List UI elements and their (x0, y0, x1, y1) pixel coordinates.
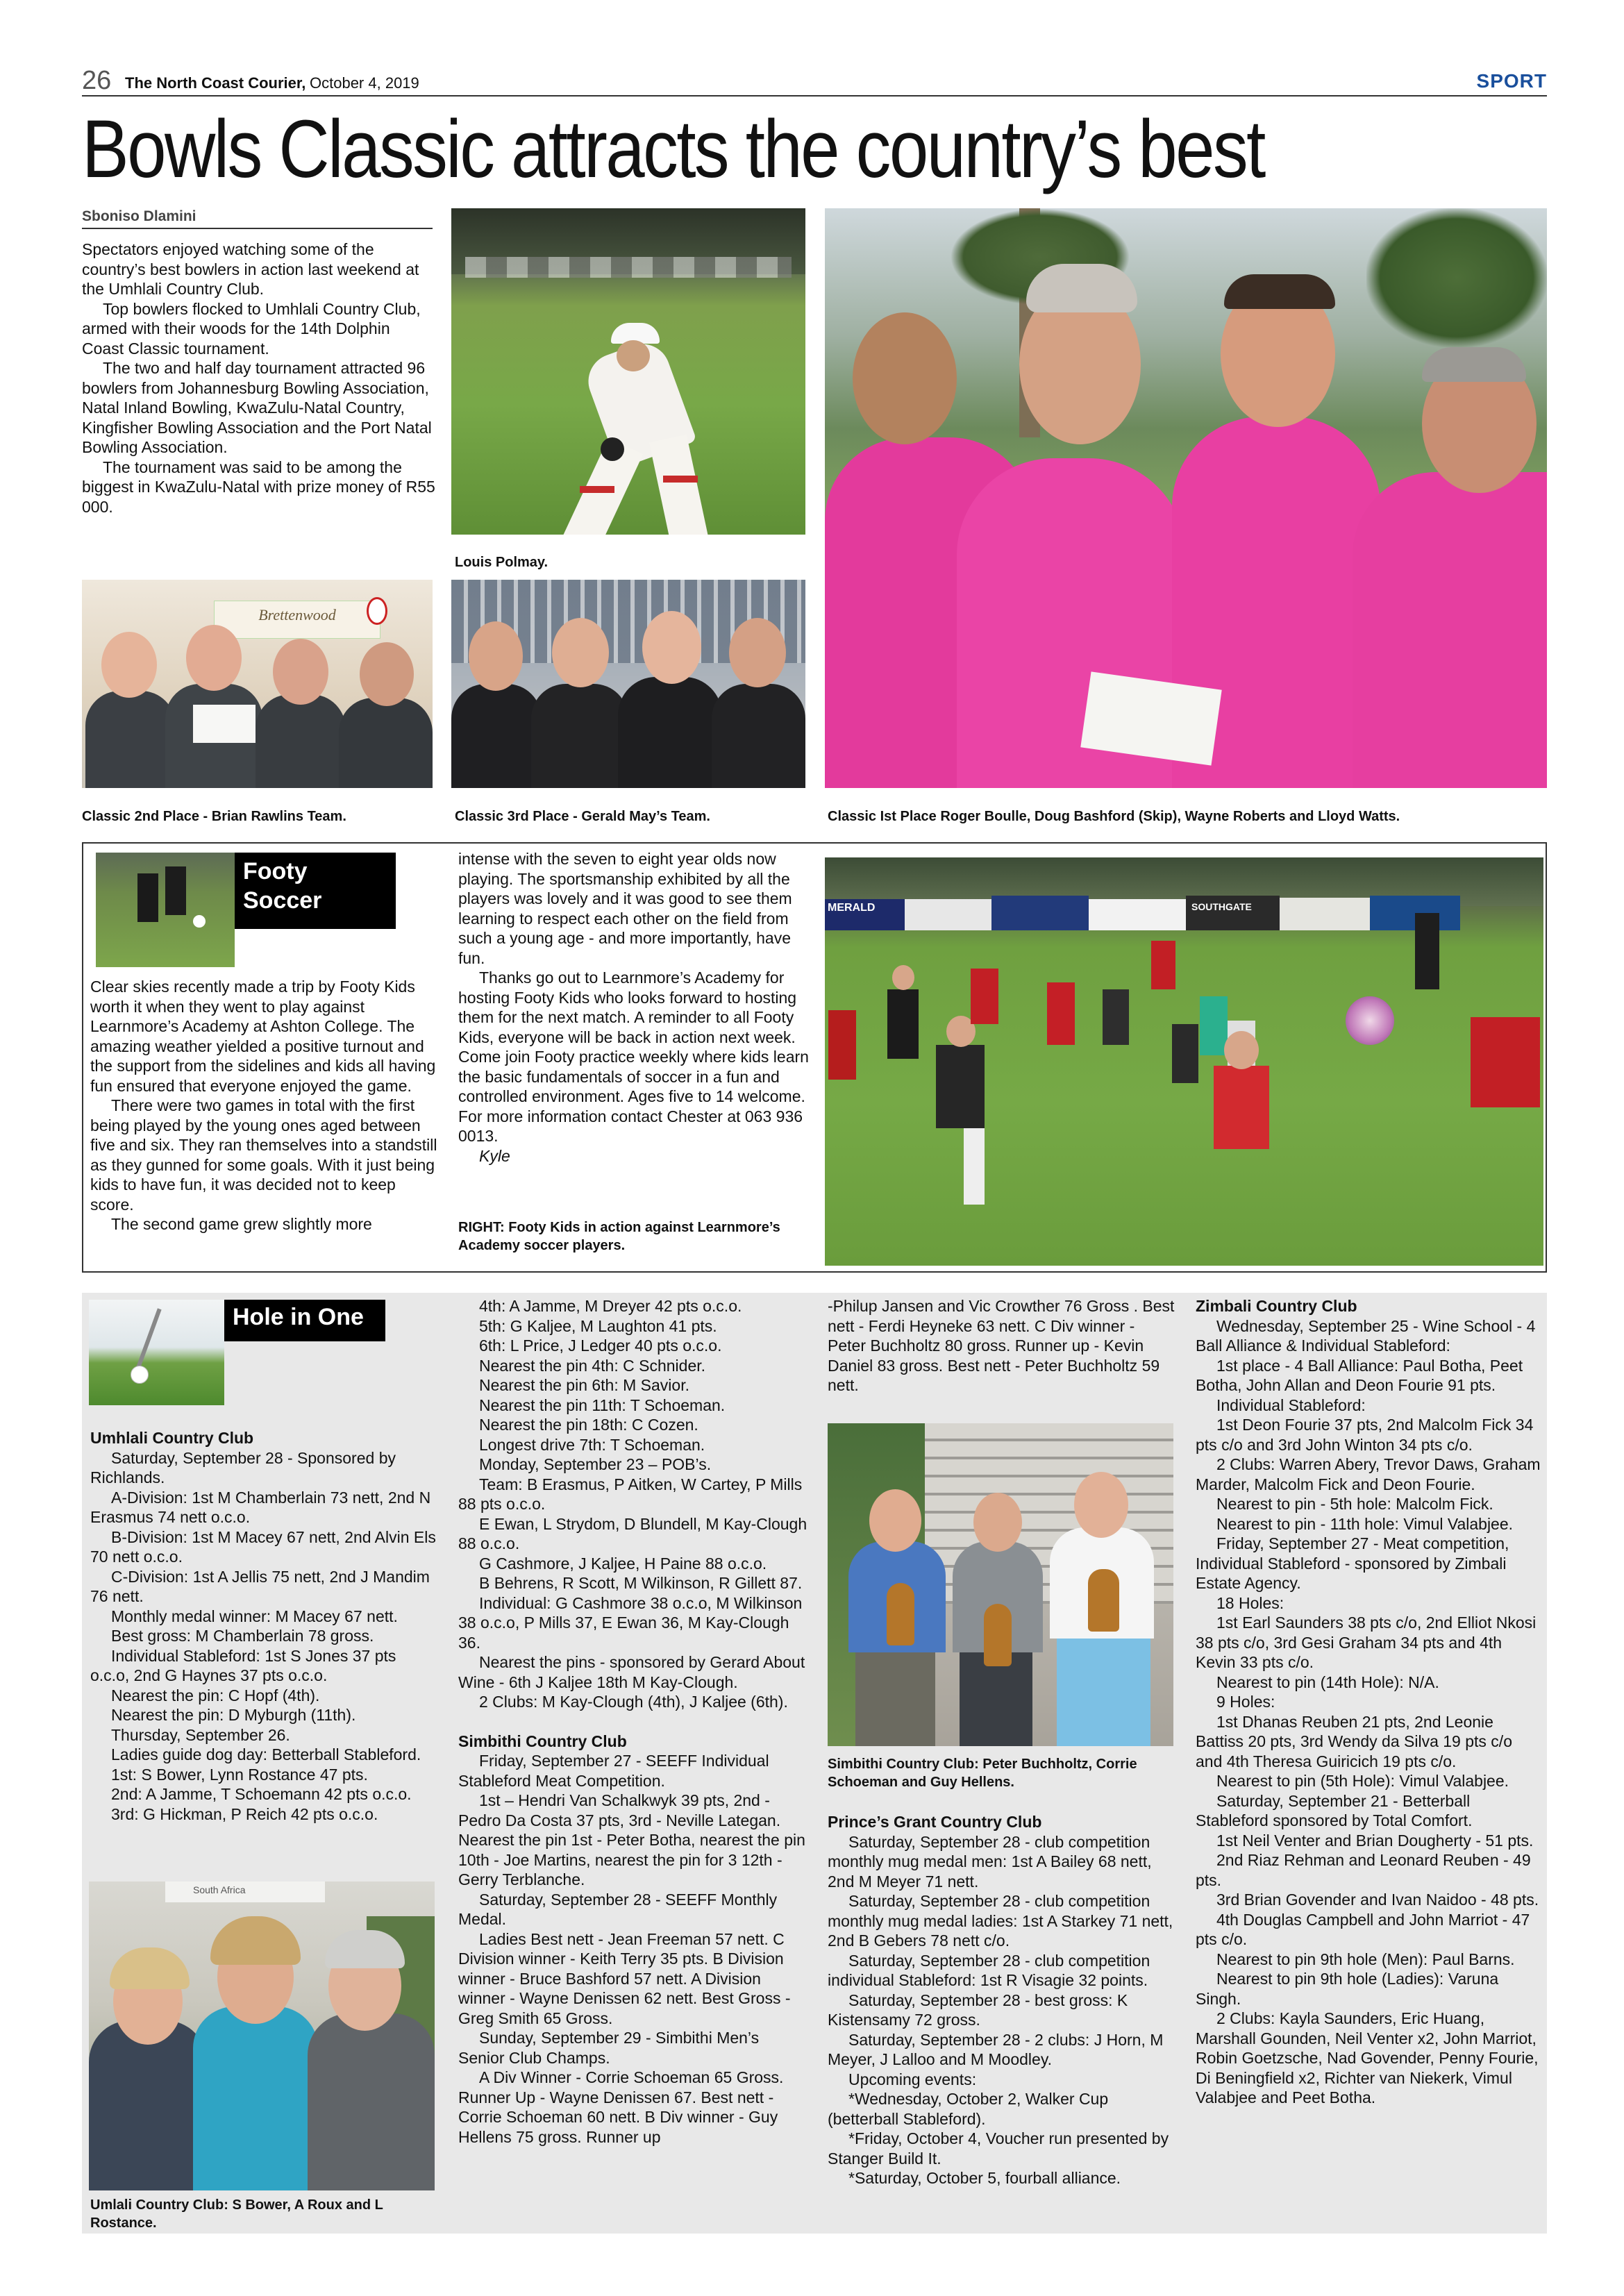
result-line: Upcoming events: (848, 2070, 977, 2088)
golf-col3-bottom (828, 1812, 1175, 2188)
photo-louis-polmay (451, 208, 805, 535)
article-signoff: Kyle (479, 1146, 510, 1165)
brettenwood-sign-text: Brettenwood (258, 606, 336, 623)
result-line: Nearest to pin (14th Hole): N/A. (1216, 1673, 1439, 1691)
result-line: 6th: L Price, J Ledger 40 pts o.c.o. (479, 1336, 722, 1355)
result-line: Nearest to pin (5th Hole): Vimul Valabjee. (1216, 1772, 1509, 1790)
golf-col1 (90, 1428, 437, 1824)
result-line: Saturday, September 28 - club competition monthly mug medal men: 1st A Bailey 68 nett, 2nd M Meyer 71 nett. (828, 1832, 1152, 1891)
result-line: Ladies Best nett - Jean Freeman 57 nett. C Division winner - Keith Terry 35 pts. B Division winner - Bruce Bashford 57 nett. A Division winner - Wayne Denissen 62 nett. Best Gross - Greg Smith 65 Gross. (458, 1929, 791, 2027)
club-heading: Umhlali Country Club (90, 1429, 254, 1447)
result-line: Nearest the pin 11th: T Schoeman. (479, 1396, 726, 1414)
result-line: B Behrens, R Scott, M Wilkinson, R Gillett 87. (479, 1574, 803, 1592)
article-paragraph: intense with the seven to eight year olds now playing. The sportsmanship exhibited by all the players was lovely and it was good to see them learning to respect each other on the field from such a young age - and more importantly, have fun. (458, 850, 792, 967)
result-line: 1st: S Bower, Lynn Rostance 47 pts. (111, 1765, 368, 1784)
result-line: Nearest the pins - sponsored by Gerard About Wine - 6th J Kaljee 18th M Kay-Clough. (458, 1653, 805, 1691)
result-line: Nearest to pin 9th hole (Men): Paul Barns. (1216, 1950, 1515, 1968)
result-line: Nearest the pin 6th: M Savior. (479, 1376, 689, 1394)
hole-in-one-title: Hole in One (233, 1304, 364, 1330)
result-line: Individual Stableford: (1216, 1396, 1366, 1414)
byline-name: Sboniso Dlamini (82, 208, 196, 224)
golf-col2 (458, 1296, 809, 2147)
result-line: Saturday, September 28 - 2 clubs: J Horn, M Meyer, J Lalloo and M Moodley. (828, 2030, 1164, 2068)
result-line: Sunday, September 29 - Simbithi Men’s Senior Club Champs. (458, 2029, 760, 2067)
caption-second-place: Classic 2nd Place - Brian Rawlins Team. (82, 809, 346, 824)
result-line: 2 Clubs: Kayla Saunders, Eric Huang, Marshall Gounden, Neil Venter x2, John Marriot, Robin Goetzsche, Nad Govender, Penny Fourie, Di Beningfield x2, Richter van Niekerk, Vimul Valabjee and Peet Botha. (1196, 2009, 1539, 2106)
article-paragraph: The second game grew slightly more (111, 1215, 372, 1233)
article-paragraph: Spectators enjoyed watching some of the country’s best bowlers in action last weekend at the Umhlali Country Club. (82, 240, 419, 298)
golf-col4 (1196, 1296, 1543, 2108)
result-line: Team: B Erasmus, P Aitken, W Cartey, P Mills 88 pts o.c.o. (458, 1475, 803, 1513)
article-paragraph: There were two games in total with the first being played by the young ones aged between five and six. They ran themselves into a standstill as they gunned for some goals. With it just being kids to have fun, it was decided not to keep score. (90, 1096, 437, 1214)
result-line: 4th Douglas Campbell and John Marriot - 47 pts c/o. (1196, 1910, 1530, 1948)
caption-first-place: Classic Ist Place Roger Boulle, Doug Bashford (Skip), Wayne Roberts and Lloyd Watts. (828, 809, 1400, 824)
result-line: Thursday, September 26. (111, 1725, 290, 1744)
page-number: 26 (82, 66, 112, 95)
result-line: Individual: G Cashmore 38 o.c.o, M Wilkinson 38 o.c.o, P Mills 37, E Ewan 36, M Kay-Clough 36. (458, 1593, 803, 1652)
result-line: C-Division: 1st A Jellis 75 nett, 2nd J Mandim 76 nett. (90, 1567, 430, 1605)
result-line: 9 Holes: (1216, 1693, 1275, 1711)
article-paragraph: Thanks go out to Learnmore’s Academy for hosting Footy Kids who looks forward to hosting them for the next match. A reminder to all Footy Kids, everyone will be back in action next week. Come join Footy practice weekly where kids learn the basic fundamentals of soccer in a fun and controlled environment. Ages five to 14 welcome. For more information contact Chester at 063 936 0013. (458, 969, 809, 1145)
result-line: Nearest to pin 9th hole (Ladies): Varuna Singh. (1196, 1970, 1499, 2008)
banner-merald (825, 899, 905, 930)
south-africa-sign (165, 1882, 325, 1902)
golf-thumbnail-photo (89, 1300, 224, 1405)
footy-title-line2: Soccer (243, 887, 322, 914)
photo-first-place-team (825, 208, 1547, 788)
bowls-article (82, 240, 436, 517)
page-header (82, 66, 1547, 97)
result-line: 1st Earl Saunders 38 pts c/o, 2nd Elliot Nkosi 38 pts c/o, 3rd Gesi Graham 34 pts and 4th Kevin 33 pts c/o. (1196, 1614, 1537, 1671)
banner-southgate (1186, 896, 1280, 930)
result-line: Saturday, September 28 - club competition monthly mug medal ladies: 1st A Starkey 71 nett, 2nd B Gebers 78 nett c/o. (828, 1892, 1173, 1950)
byline (82, 208, 433, 229)
publication-name: The North Coast Courier, (125, 74, 306, 92)
photo-second-place-team (82, 580, 433, 788)
result-line: 3rd Brian Govender and Ivan Naidoo - 48 pts. (1216, 1891, 1539, 1909)
result-line: Friday, September 27 - SEEFF Individual Stableford Meat Competition. (458, 1752, 769, 1790)
result-line: Individual Stableford: 1st S Jones 37 pts o.c.o, 2nd G Haynes 37 pts o.c.o. (90, 1646, 396, 1684)
result-line: 2 Clubs: Warren Abery, Trevor Daws, Graham Marder, Malcolm Fick and Deon Fourie. (1196, 1455, 1541, 1493)
result-line: 18 Holes: (1216, 1593, 1284, 1612)
footy-thumbnail-photo (96, 853, 235, 967)
result-line: 1st Deon Fourie 37 pts, 2nd Malcolm Fick 34 pts c/o and 3rd John Winton 34 pts c/o. (1196, 1416, 1534, 1454)
result-line: 2nd Riaz Rehman and Leonard Reuben - 49 pts. (1196, 1851, 1531, 1889)
article-paragraph: Top bowlers flocked to Umhlali Country Club, armed with their woods for the 14th Dolphin Coast Classic tournament. (82, 299, 421, 358)
result-line: Longest drive 7th: T Schoeman. (479, 1435, 705, 1454)
caption-simbithi: Simbithi Country Club: Peter Buchholtz, Corrie Schoeman and Guy Hellens. (828, 1757, 1137, 1790)
result-line: Nearest the pin 18th: C Cozen. (479, 1416, 698, 1434)
result-line: *Wednesday, October 2, Walker Cup (betterball Stableford). (828, 2090, 1109, 2128)
result-line: *Saturday, October 5, fourball alliance. (848, 2169, 1121, 2187)
result-line: G Cashmore, J Kaljee, H Paine 88 o.c.o. (479, 1554, 767, 1573)
banner-southgate-text: SOUTHGATE (1191, 901, 1252, 912)
result-line: Best gross: M Chamberlain 78 gross. (111, 1627, 374, 1645)
result-line: 5th: G Kaljee, M Laughton 41 pts. (479, 1316, 717, 1335)
result-line: Nearest to pin - 11th hole: Vimul Valabjee. (1216, 1514, 1514, 1533)
footy-article-col1 (90, 977, 437, 1234)
footy-title-box (235, 853, 396, 929)
result-line: -Philup Jansen and Vic Crowther 76 Gross . Best nett - Ferdi Heyneke 63 nett. C Div winner - Peter Buchholtz 80 gross. Runner up - Kevin Daniel 83 gross. Best nett - Peter Buchholtz 59 nett. (828, 1297, 1175, 1394)
result-line: 1st Dhanas Reuben 21 pts, 2nd Leonie Battiss 20 pts, 3rd Wendy da Silva 19 pts c/o and 4th Theresa Guiricich 19 pts c/o. (1196, 1712, 1512, 1770)
result-line: Monthly medal winner: M Macey 67 nett. (111, 1607, 398, 1625)
caption-footy: RIGHT: Footy Kids in action against Learnmore’s Academy soccer players. (458, 1220, 780, 1253)
club-heading: Simbithi Country Club (458, 1732, 627, 1750)
result-line: 1st Neil Venter and Brian Dougherty - 51 pts. (1216, 1831, 1534, 1850)
result-line: Nearest the pin: C Hopf (4th). (111, 1686, 320, 1704)
result-line: Ladies guide dog day: Betterball Stableford. (111, 1745, 421, 1763)
caption-umlali: Umlali Country Club: S Bower, A Roux and L Rostance. (90, 2197, 383, 2231)
headline: Bowls Classic attracts the country’s best (82, 103, 1264, 195)
hole-in-one-title-box (224, 1300, 385, 1341)
result-line: 4th: A Jamme, M Dreyer 42 pts o.c.o. (479, 1297, 742, 1315)
result-line: 2 Clubs: M Kay-Clough (4th), J Kaljee (6th). (479, 1693, 788, 1711)
publication-date: October 4, 2019 (310, 74, 419, 92)
caption-polmay: Louis Polmay. (455, 555, 549, 570)
result-line: A-Division: 1st M Chamberlain 73 nett, 2nd N Erasmus 74 nett o.c.o. (90, 1488, 431, 1526)
footy-article-col2 (458, 849, 809, 1166)
photo-umlali-ladies (89, 1882, 435, 2190)
result-line: Nearest the pin 4th: C Schnider. (479, 1356, 706, 1375)
result-line: 2nd: A Jamme, T Schoemann 42 pts o.c.o. (111, 1785, 412, 1803)
result-line: Saturday, September 28 - SEEFF Monthly Medal. (458, 1890, 778, 1928)
club-heading: Zimbali Country Club (1196, 1297, 1357, 1315)
caption-third-place: Classic 3rd Place - Gerald May’s Team. (455, 809, 710, 824)
result-line: Saturday, September 21 - Betterball Stableford sponsored by Total Comfort. (1196, 1791, 1473, 1829)
brettenwood-sign (214, 601, 380, 639)
result-line: 1st – Hendri Van Schalkwyk 39 pts, 2nd - Pedro Da Costa 37 pts, 3rd - Neville Lategan. Nearest the pin 1st - Peter Botha, nearest the pin 10th - Joe Martins, nearest the pin for 3 12th - Gerry Terblanche. (458, 1791, 805, 1888)
result-line: E Ewan, L Strydom, D Blundell, M Kay-Clough 88 o.c.o. (458, 1514, 807, 1552)
south-africa-sign-text: South Africa (193, 1884, 246, 1895)
result-line: Saturday, September 28 - best gross: K Kistensamy 72 gross. (828, 1991, 1128, 2029)
result-line: Nearest the pin: D Myburgh (11th). (111, 1706, 356, 1724)
result-line: *Friday, October 4, Voucher run presented by Stanger Build It. (828, 2129, 1169, 2168)
result-line: B-Division: 1st M Macey 67 nett, 2nd Alvin Els 70 nett o.c.o. (90, 1527, 436, 1566)
article-paragraph: Clear skies recently made a trip by Footy Kids worth it when they went to play against Learnmore’s Academy at Ashton College. The amazing weather yielded a positive turnout and the support from the sidelines and kids all having fun ensured that everyone enjoyed the game. (90, 978, 436, 1095)
club-heading: Prince’s Grant Country Club (828, 1813, 1042, 1831)
result-line: Saturday, September 28 - club competition individual Stableford: 1st R Visagie 32 points. (828, 1951, 1150, 1989)
result-line: Nearest to pin - 5th hole: Malcolm Fick. (1216, 1495, 1493, 1513)
article-paragraph: The tournament was said to be among the biggest in KwaZulu-Natal with prize money of R55 000. (82, 458, 435, 516)
result-line: Friday, September 27 - Meat competition, Individual Stableford - sponsored by Zimbali Estate Agency. (1196, 1534, 1509, 1592)
photo-third-place-team (451, 580, 805, 788)
result-line: Saturday, September 28 - Sponsored by Richlands. (90, 1448, 396, 1486)
photo-simbithi-winners (828, 1423, 1173, 1746)
banner-merald-text: MERALD (828, 902, 876, 914)
photo-footy-kids-action (825, 857, 1543, 1266)
result-line: 3rd: G Hickman, P Reich 42 pts o.c.o. (111, 1804, 378, 1823)
result-line: Monday, September 23 – POB’s. (479, 1455, 712, 1473)
golf-col3-top (828, 1296, 1175, 1396)
result-line: 1st place - 4 Ball Alliance: Paul Botha, Peet Botha, John Allan and Deon Fourie 91 pts. (1196, 1356, 1523, 1394)
footy-title-line1: Footy (243, 858, 308, 885)
result-line: A Div Winner - Corrie Schoeman 65 Gross. Runner Up - Wayne Denissen 67. Best nett - Corrie Schoeman 60 nett. B Div winner - Guy Hellens 75 gross. Runner up (458, 2068, 784, 2146)
article-paragraph: The two and half day tournament attracted 96 bowlers from Johannesburg Bowling Association, Natal Inland Bowling, KwaZulu-Natal Country, Kingfisher Bowling Association and the Port Natal Bowling Association. (82, 359, 432, 456)
result-line: Wednesday, September 25 - Wine School - 4 Ball Alliance & Individual Stableford: (1196, 1316, 1536, 1355)
section-label: SPORT (1476, 70, 1547, 92)
